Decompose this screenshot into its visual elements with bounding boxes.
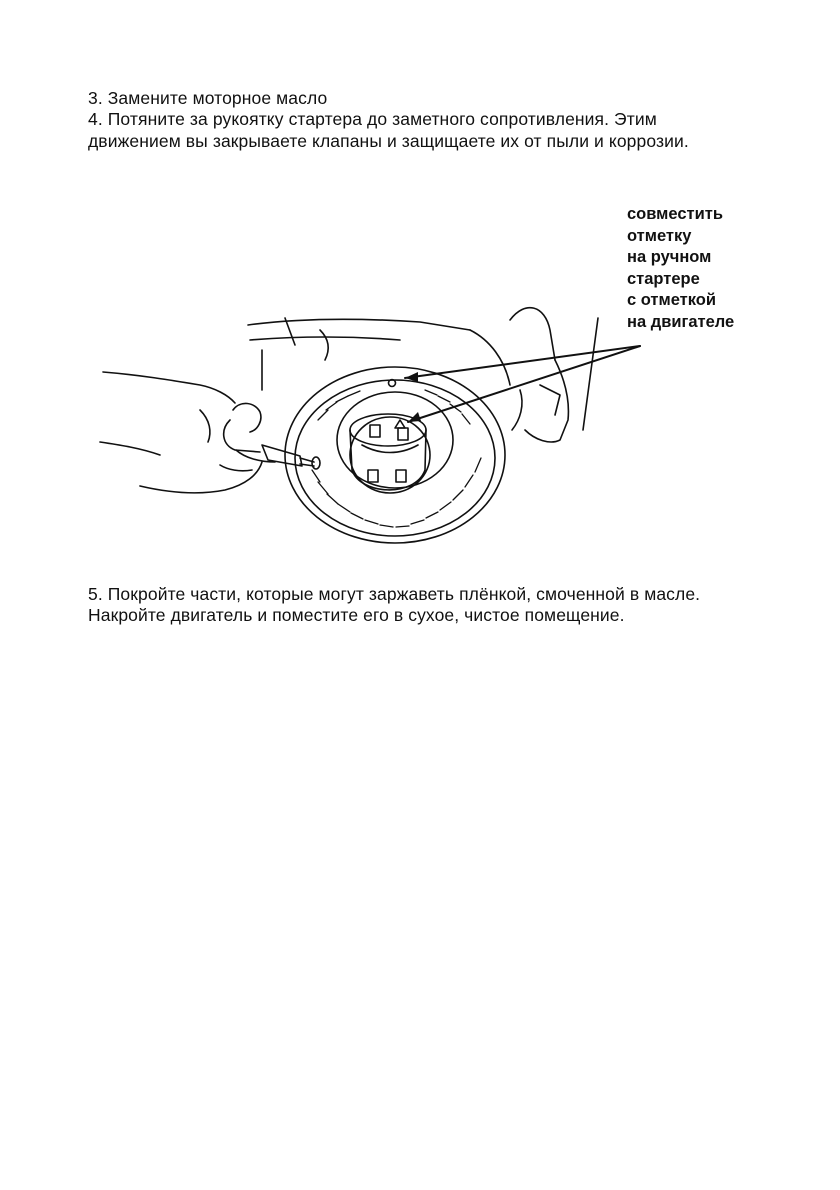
step-5-text-line-2: Накройте двигатель и поместите его в сухое, чистое помещение. bbox=[88, 605, 625, 625]
callout-line: с отметкой bbox=[627, 291, 717, 309]
callout-line: на ручном bbox=[627, 248, 712, 266]
callout-line: на двигателе bbox=[627, 312, 735, 331]
callout-line: совместить bbox=[627, 205, 723, 223]
step-3-text: 3. Замените моторное масло bbox=[88, 88, 328, 108]
triangle-mark-icon bbox=[395, 420, 405, 428]
recoil-starter-icon bbox=[285, 367, 505, 543]
hand-icon bbox=[100, 372, 275, 493]
pointer-lines bbox=[405, 346, 640, 422]
screwdriver-icon bbox=[262, 445, 320, 469]
step-4-text-line-2: движением вы закрываете клапаны и защищаете их от пыли и коррозии. bbox=[88, 131, 689, 151]
callout-line: отметку bbox=[627, 226, 692, 245]
step-5-text-line-1: 5. Покройте части, которые могут заржаветь плёнкой, смоченной в масле. bbox=[88, 584, 701, 604]
callout-line: стартере bbox=[627, 269, 700, 288]
step-4-text-line-1: 4. Потяните за рукоятку стартера до заметного сопротивления. Этим bbox=[88, 109, 657, 129]
